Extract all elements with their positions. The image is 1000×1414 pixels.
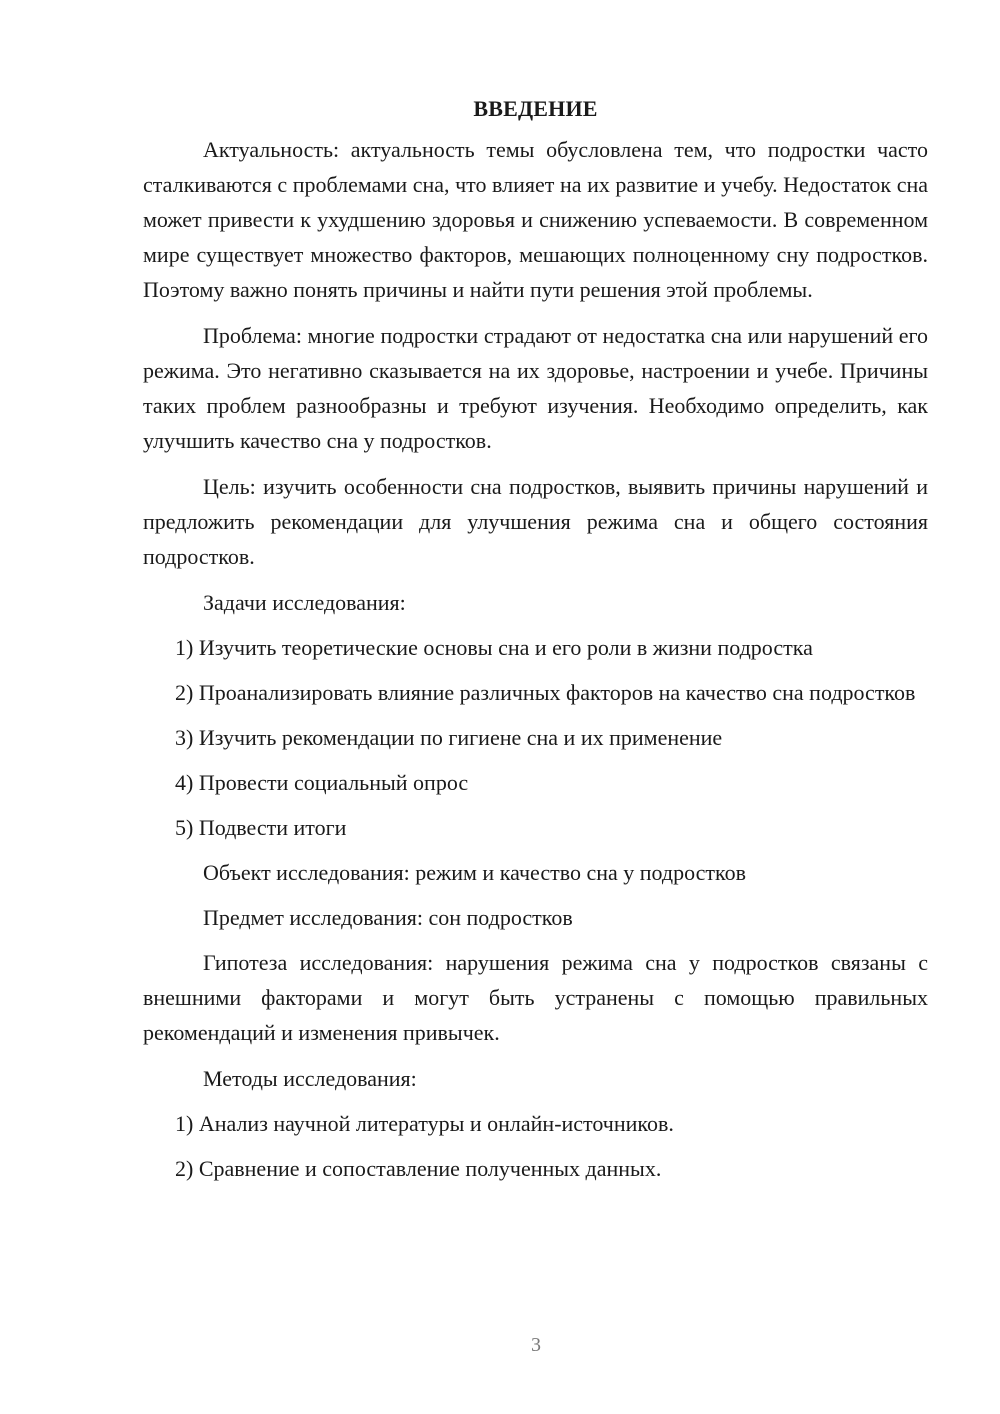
methods-list — [143, 1106, 928, 1186]
list-item: 4) Провести социальный опрос — [175, 770, 469, 795]
tasks-heading: Задачи исследования: — [203, 590, 406, 615]
list-item: 1) Анализ научной литературы и онлайн-источников. — [175, 1111, 674, 1136]
object-line: Объект исследования: режим и качество сна у подростков — [203, 860, 746, 885]
document-title: ВВЕДЕНИЕ — [473, 96, 598, 121]
list-item: 1) Изучить теоретические основы сна и его роли в жизни подростка — [175, 635, 813, 660]
methods-heading: Методы исследования: — [203, 1066, 417, 1091]
tasks-list — [143, 630, 928, 845]
subject-line: Предмет исследования: сон подростков — [203, 905, 573, 930]
problem-paragraph: Проблема: многие подростки страдают от недостатка сна или нарушений его режима. Это негативно сказывается на их здоровье, настроении и учебе. Причины таких проблем разнообразны и требуют изучения. Необходимо определить, как улучшить качество сна у подростков. — [143, 323, 928, 453]
goal-paragraph: Цель: изучить особенности сна подростков, выявить причины нарушений и предложить рекомендации для улучшения режима сна и общего состояния подростков. — [143, 474, 928, 569]
hypothesis-paragraph: Гипотеза исследования: нарушения режима сна у подростков связаны с внешними факторами и могут быть устранены с помощью правильных рекомендаций и изменения привычек. — [143, 950, 928, 1045]
list-item: 2) Проанализировать влияние различных факторов на качество сна подростков — [175, 680, 916, 705]
page-number: 3 — [531, 1334, 541, 1356]
list-item: 5) Подвести итоги — [175, 815, 347, 840]
list-item: 3) Изучить рекомендации по гигиене сна и их применение — [175, 725, 723, 750]
relevance-paragraph: Актуальность: актуальность темы обусловлена тем, что подростки часто сталкиваются с проблемами сна, что влияет на их развитие и учебу. Недостаток сна может привести к ухудшению здоровья и снижению успеваемости. В современном мире существует множество факторов, мешающих полноценному сну подростков. Поэтому важно понять причины и найти пути решения этой проблемы. — [143, 137, 928, 302]
document-page — [143, 92, 928, 1196]
list-item: 2) Сравнение и сопоставление полученных данных. — [175, 1156, 662, 1181]
